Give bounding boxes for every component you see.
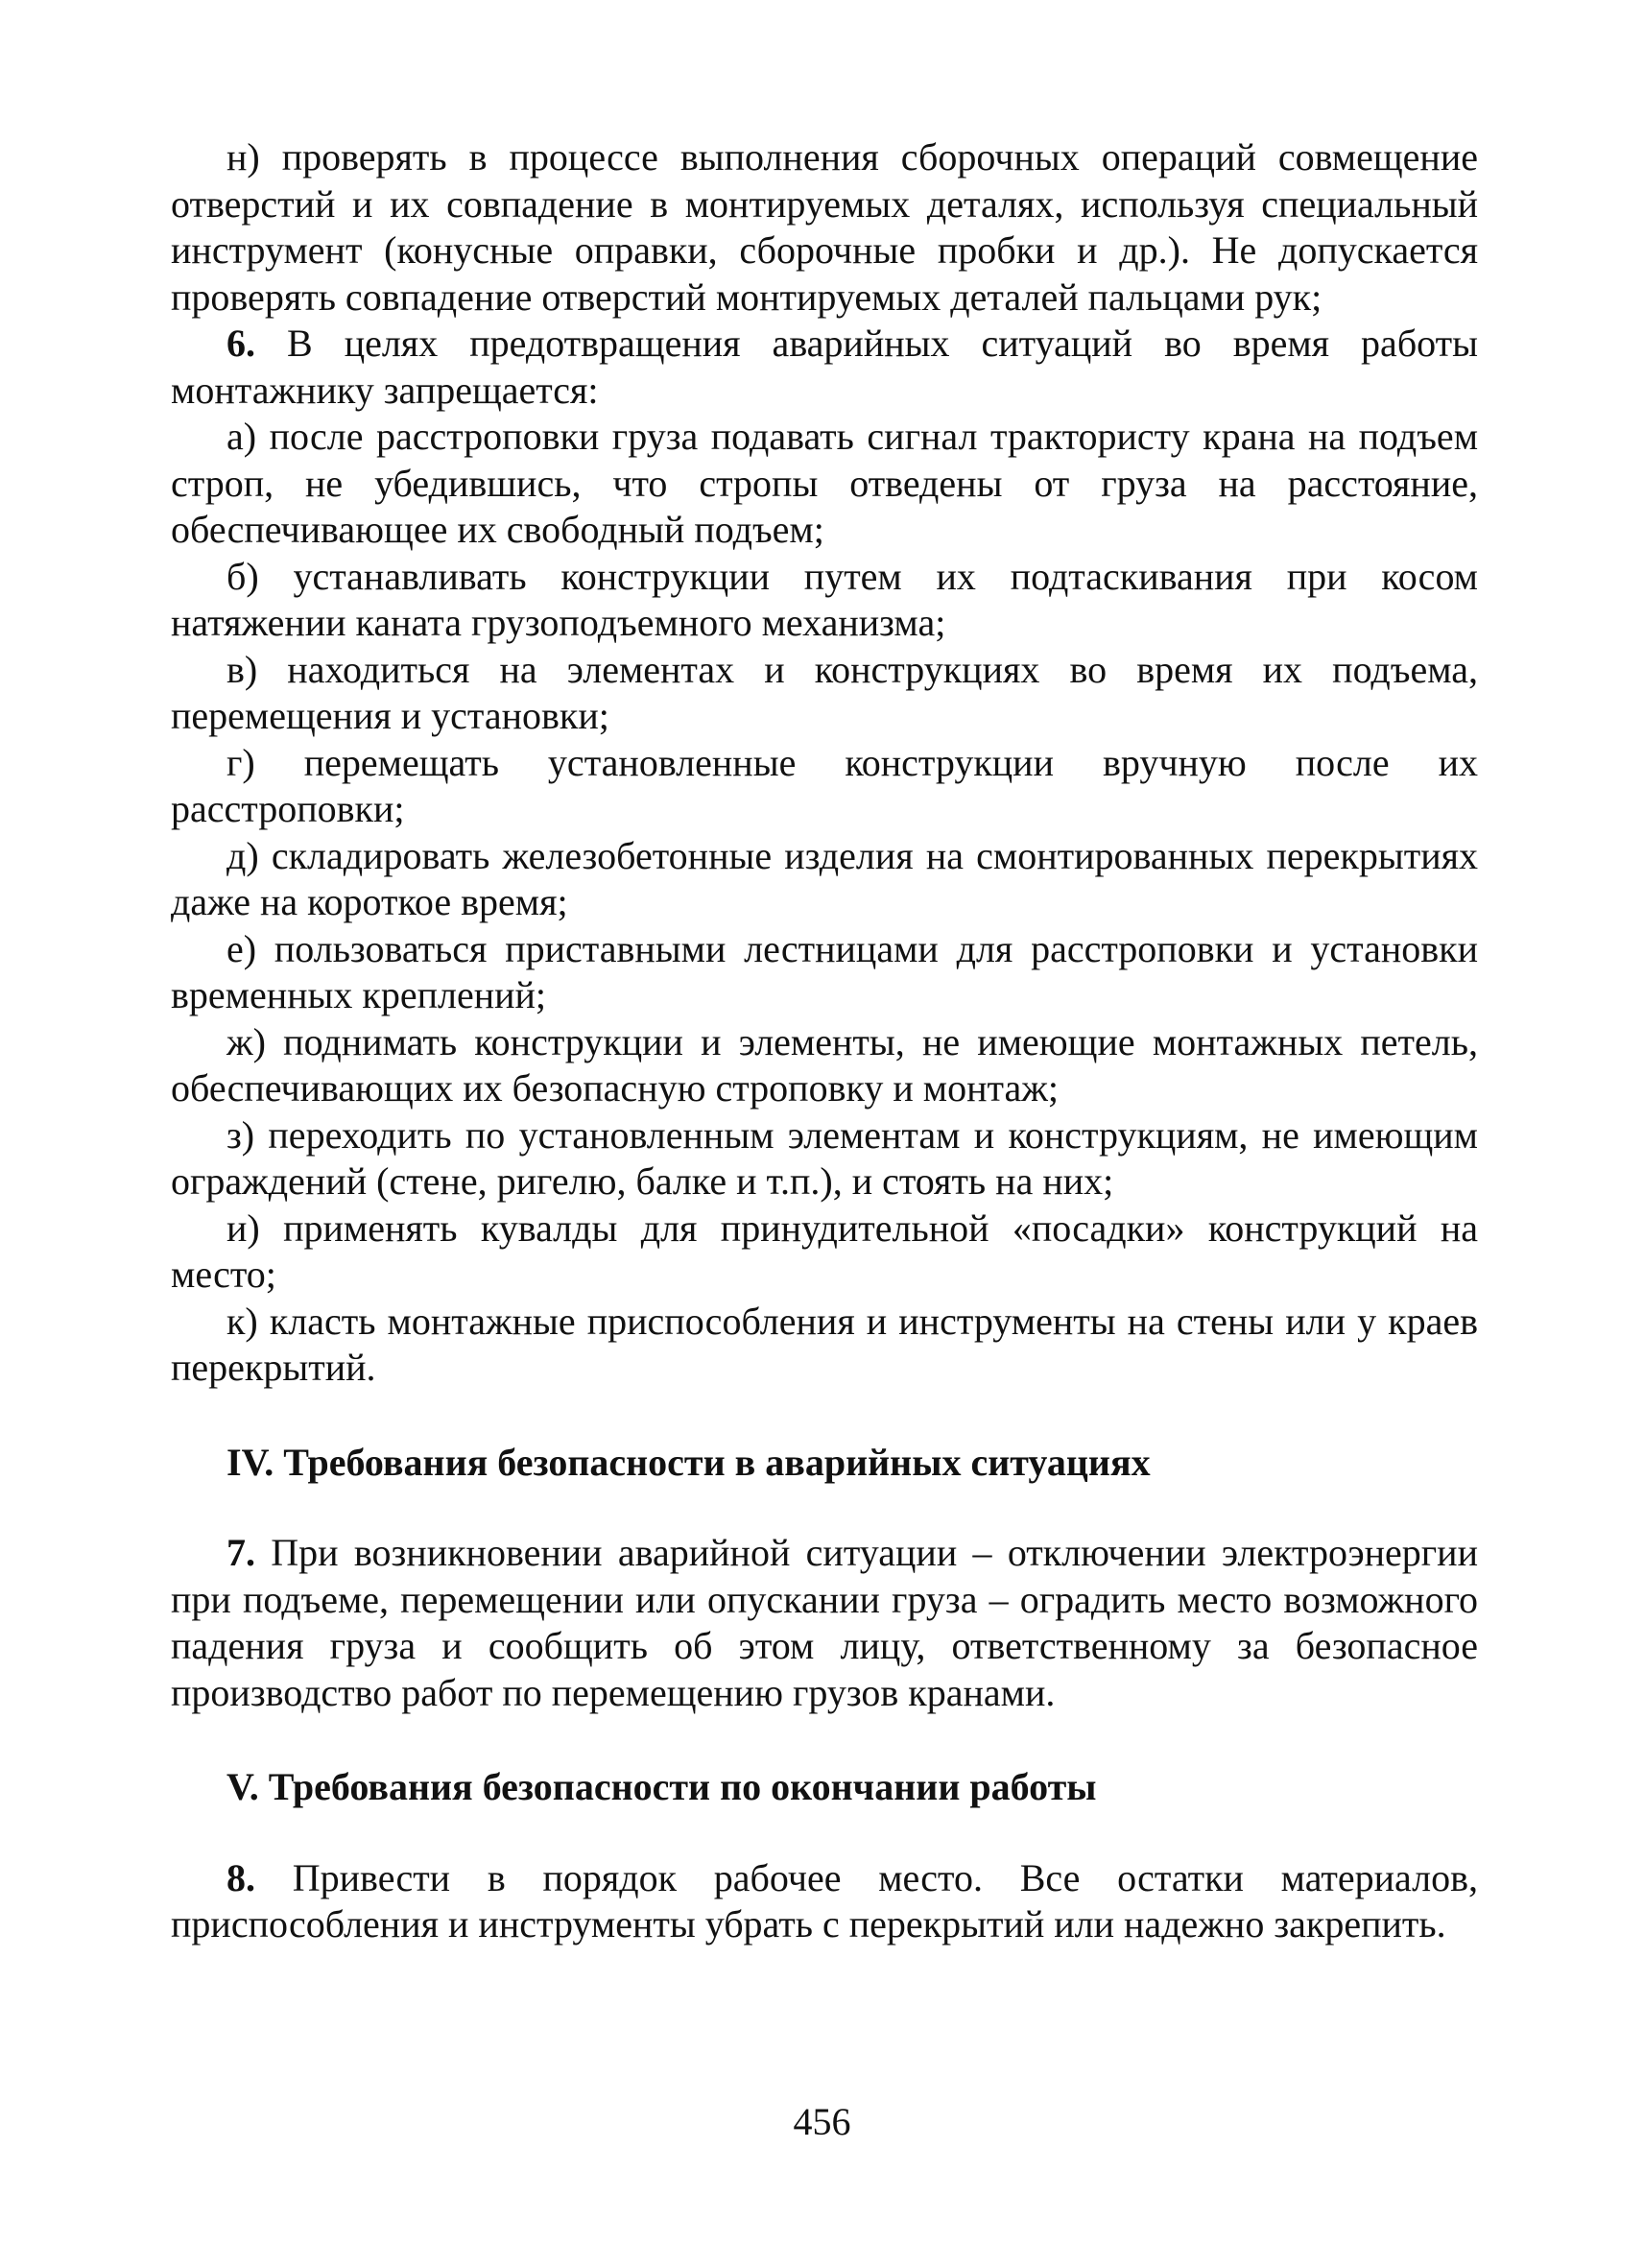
paragraph-g: г) перемещать установленные конструкции вручную после их расстроповки; — [171, 740, 1478, 830]
item-number: 7. — [226, 1531, 255, 1574]
paragraph-z: з) переходить по установленным элементам и конструкциям, не имеющим ограждений (стене, ригелю, балке и т.п.), и стоять на них; — [171, 1112, 1478, 1203]
document-page — [171, 134, 1478, 1948]
paragraph-d: д) складировать железобетонные изделия на смонтированных перекрытиях даже на короткое время; — [171, 833, 1478, 923]
section-heading-emergency: IV. Требования безопасности в аварийных ситуациях — [226, 1440, 1151, 1484]
paragraph-e: е) пользоваться приставными лестницами для расстроповки и установки временных креплений; — [171, 926, 1478, 1016]
paragraph-a: а) после расстроповки груза подавать сигнал трактористу крана на подъем строп, не убедившись, что стропы отведены от груза на расстояние, обеспечивающее их свободный подъем; — [171, 415, 1478, 551]
paragraph-k: к) класть монтажные приспособления и инструменты на стены или у краев перекрытий. — [171, 1299, 1478, 1389]
page-number: 456 — [793, 2100, 851, 2143]
paragraph-zh: ж) поднимать конструкции и элементы, не имеющие монтажных петель, обеспечивающих их безопасную строповку и монтаж; — [171, 1019, 1478, 1110]
paragraph-b: б) устанавливать конструкции путем их подтаскивания при косом натяжении каната грузоподъемного механизма; — [171, 554, 1478, 644]
paragraph-n: н) проверять в процессе выполнения сборочных операций совмещение отверстий и их совпадение в монтируемых деталях, используя специальный инструмент (конусные оправки, сборочные пробки и др.). Не допускается проверять совпадение отверстий монтируемых деталей пальцами рук; — [171, 135, 1478, 319]
paragraph-v: в) находиться на элементах и конструкциях во время их подъема, перемещения и установки; — [171, 647, 1478, 737]
item-number: 6. — [226, 322, 255, 365]
paragraph-8: 8. Привести в порядок рабочее место. Все остатки материалов, приспособления и инструменты убрать с перекрытий или надежно закрепить. — [171, 1855, 1478, 1946]
paragraph-7: 7. При возникновении аварийной ситуации – отключении электроэнергии при подъеме, перемещении или опускании груза – оградить место возможного падения груза и сообщить об этом лицу, ответственному за безопасное производство работ по перемещению грузов кранами. — [171, 1531, 1478, 1714]
item-number: 8. — [226, 1855, 255, 1899]
paragraph-i: и) применять кувалды для принудительной «посадки» конструкций на место; — [171, 1206, 1478, 1296]
section-heading-end-of-work: V. Требования безопасности по окончании работы — [226, 1765, 1097, 1808]
paragraph-6: 6. В целях предотвращения аварийных ситуаций во время работы монтажнику запрещается: — [171, 322, 1478, 412]
